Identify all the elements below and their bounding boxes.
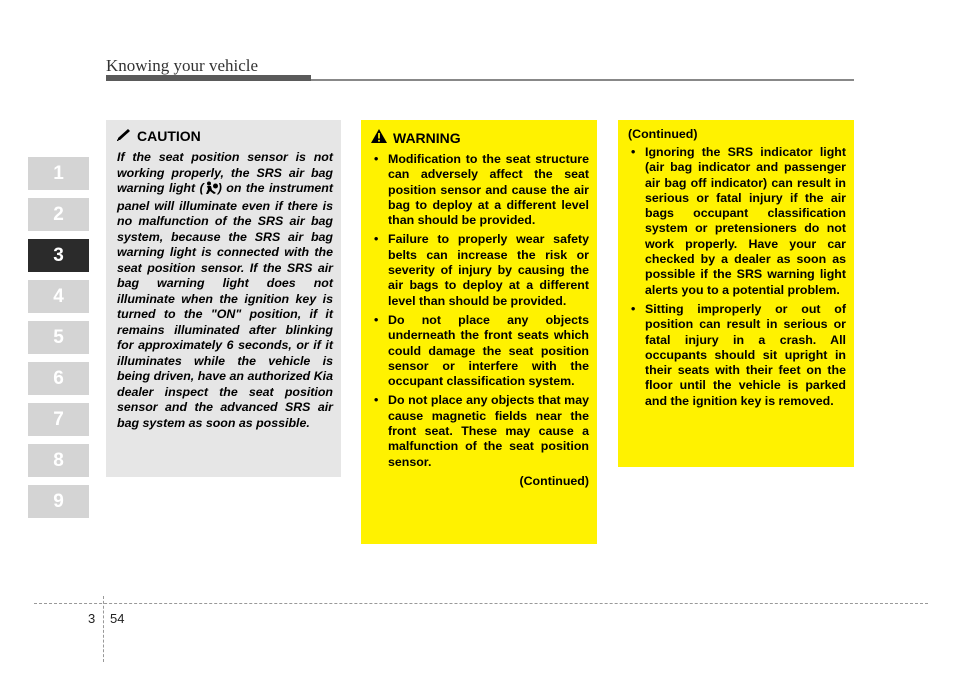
warning-item: • Failure to properly wear safety belts can increase the risk or severity of injury by causing the air bags to deploy at a different level than should be provided. [371, 232, 589, 308]
caution-box [106, 120, 341, 477]
chapter-tab-8[interactable]: 8 [28, 444, 89, 477]
warning-item: • Do not place any objects that may cause magnetic fields near the front seat. These may cause a malfunction of the seat position sensor. [371, 393, 589, 469]
warning-list [371, 152, 589, 470]
warning-continued-box [618, 120, 854, 467]
caution-pencil-icon [117, 128, 131, 144]
caution-text-part-1: If the seat position sensor is not working properly, the SRS air bag warning light ( [117, 150, 333, 195]
footer-divider [34, 603, 928, 604]
warning-heading-text: WARNING [393, 129, 461, 146]
warning-triangle-icon [371, 129, 387, 146]
warning-box [361, 120, 597, 544]
chapter-tabs [28, 157, 89, 526]
chapter-tab-1[interactable]: 1 [28, 157, 89, 190]
warning-continued-note: (Continued) [519, 473, 589, 488]
warning-item: • Modification to the seat structure can adversely affect the seat position sensor and cause the air bag to deploy at a different level than should be provided. [371, 152, 589, 228]
warning-item: • Sitting improperly or out of position can result in serious or fatal injury in a crash. All occupants should sit upright in their seats with their feet on the floor until the vehicle is parked and the ignition key is removed. [628, 302, 846, 409]
chapter-tab-4[interactable]: 4 [28, 280, 89, 313]
warning-item: • Ignoring the SRS indicator light (air bag indicator and passenger air bag off indicator) can result in serious or fatal injury if the air bags occupant classification system or pretensioners do not work properly. Have your car checked by a dealer as soon as possible if the SRS warning light alerts you to a potential problem. [628, 145, 846, 298]
footer-chapter-number: 3 [88, 611, 96, 626]
chapter-tab-7[interactable]: 7 [28, 403, 89, 436]
warning-heading [371, 129, 589, 146]
caution-text [117, 150, 333, 431]
chapter-tab-3[interactable]: 3 [28, 239, 89, 272]
chapter-tab-9[interactable]: 9 [28, 485, 89, 518]
continued-label: (Continued) [628, 127, 698, 141]
page-header-title: Knowing your vehicle [106, 56, 259, 75]
footer-vertical-divider [103, 596, 104, 662]
caution-heading [117, 128, 333, 144]
airbag-warning-icon [204, 181, 218, 199]
warning-continued-list [628, 145, 846, 409]
header-accent-bar [106, 75, 311, 81]
caution-heading-text: CAUTION [137, 128, 201, 144]
chapter-tab-2[interactable]: 2 [28, 198, 89, 231]
chapter-tab-5[interactable]: 5 [28, 321, 89, 354]
footer-page-number: 54 [110, 611, 125, 626]
caution-text-part-2: ) on the instrument panel will illuminate even if there is no malfunction of the SRS air bag system, because the SRS air bag warning light is connected with the seat position sensor. If the SRS air bag warning light does not illuminate when the ignition key is turned to the "ON" position, if it remains illuminated after blinking for approximately 6 seconds, or if it illuminates while the vehicle is being driven, have an authorized Kia dealer inspect the seat position sensor and the advanced SRS air bag system as soon as possible. [117, 181, 333, 430]
warning-item: • Do not place any objects underneath the front seats which could damage the seat position sensor or interfere with the occupant classification system. [371, 313, 589, 389]
chapter-tab-6[interactable]: 6 [28, 362, 89, 395]
